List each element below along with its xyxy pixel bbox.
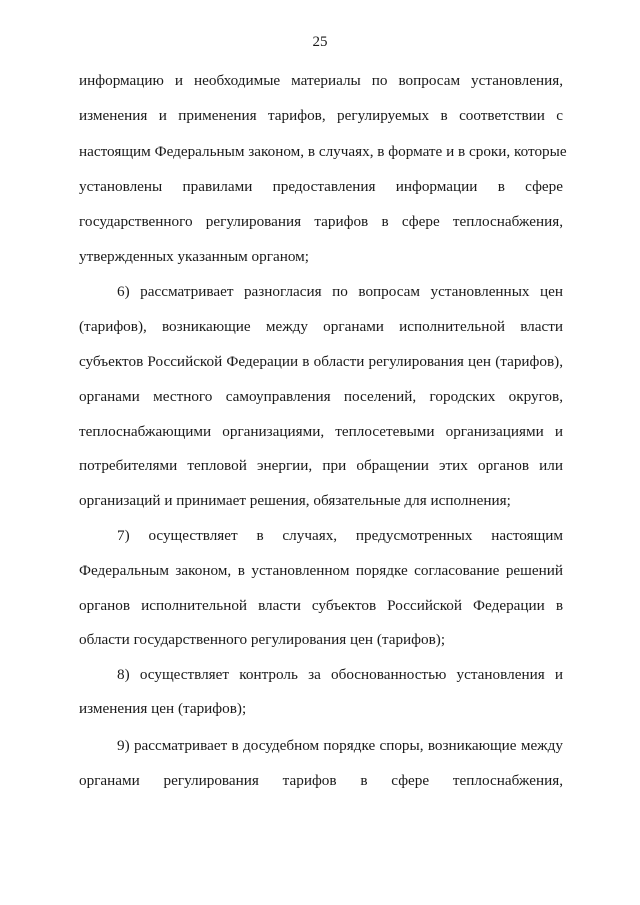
text-line: органов исполнительной власти субъектов Российской Федерации в	[79, 597, 563, 614]
text-line: субъектов Российской Федерации в области регулирования цен (тарифов),	[79, 353, 563, 370]
text-line: Федеральным законом, в установленном порядке согласование решений	[79, 562, 563, 579]
text-line: установлены правилами предоставления информации в сфере	[79, 178, 563, 195]
text-line: информацию и необходимые материалы по вопросам установления,	[79, 72, 563, 89]
text-line: 8) осуществляет контроль за обоснованностью установления и	[117, 666, 563, 683]
text-line: 7) осуществляет в случаях, предусмотренных настоящим	[117, 527, 563, 544]
text-line: органами местного самоуправления поселений, городских округов,	[79, 388, 563, 405]
text-line: утвержденных указанным органом;	[79, 248, 309, 265]
page-number: 25	[312, 34, 328, 50]
text-line: настоящим Федеральным законом, в случаях, в формате и в сроки, которые	[79, 143, 567, 160]
text-line: организаций и принимает решения, обязательные для исполнения;	[79, 492, 511, 509]
text-line: теплоснабжающими организациями, теплосетевыми организациями и	[79, 423, 563, 440]
text-line: 6) рассматривает разногласия по вопросам установленных цен	[117, 283, 563, 300]
text-line: органами регулирования тарифов в сфере теплоснабжения,	[79, 772, 563, 789]
text-line: 9) рассматривает в досудебном порядке споры, возникающие между	[117, 737, 563, 754]
text-line: государственного регулирования тарифов в сфере теплоснабжения,	[79, 213, 563, 230]
text-line: изменения цен (тарифов);	[79, 700, 247, 717]
text-line: области государственного регулирования цен (тарифов);	[79, 631, 446, 648]
text-line: потребителями тепловой энергии, при обращении этих органов или	[79, 457, 563, 474]
text-line: изменения и применения тарифов, регулируемых в соответствии с	[79, 107, 563, 124]
text-line: (тарифов), возникающие между органами исполнительной власти	[79, 318, 563, 335]
